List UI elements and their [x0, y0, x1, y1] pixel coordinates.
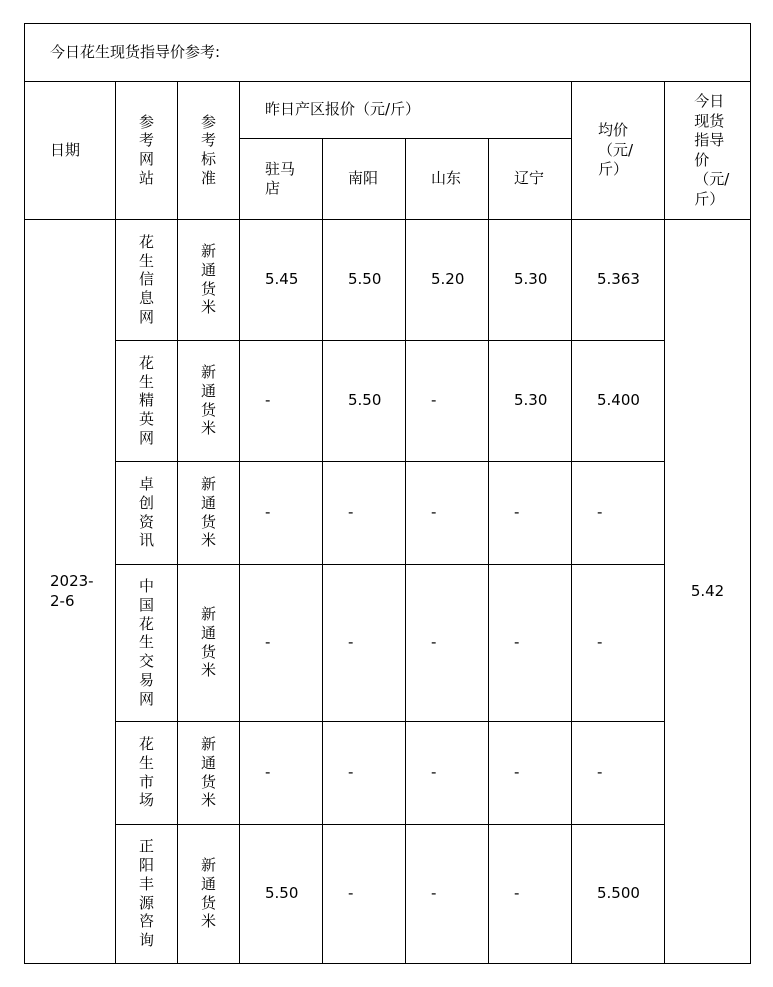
- table-row: [25, 722, 751, 825]
- price-cell: -: [323, 565, 406, 722]
- average-cell: -: [572, 462, 665, 565]
- price-cell: 5.30: [489, 341, 572, 462]
- standard-cell: 新通货米: [178, 565, 240, 722]
- header-region: 山东: [406, 139, 489, 220]
- standard-cell: 新通货米: [178, 220, 240, 341]
- price-cell: -: [323, 462, 406, 565]
- title-row: [25, 24, 751, 82]
- price-cell: 5.50: [323, 341, 406, 462]
- header-site: 参考网站: [116, 82, 178, 220]
- site-cell: 花生精英网: [116, 341, 178, 462]
- price-cell: 5.30: [489, 220, 572, 341]
- standard-cell: 新通货米: [178, 462, 240, 565]
- header-yesterday-prices: 昨日产区报价（元/斤）: [240, 82, 572, 139]
- price-cell: -: [489, 722, 572, 825]
- price-cell: -: [240, 722, 323, 825]
- price-cell: -: [240, 341, 323, 462]
- site-cell: 花生市场: [116, 722, 178, 825]
- price-cell: 5.50: [323, 220, 406, 341]
- price-cell: -: [406, 825, 489, 964]
- table-row: [25, 220, 751, 341]
- price-cell: 5.45: [240, 220, 323, 341]
- price-cell: -: [489, 565, 572, 722]
- header-row-1: [25, 82, 751, 139]
- average-cell: 5.363: [572, 220, 665, 341]
- header-standard: 参考标准: [178, 82, 240, 220]
- price-guide-table: [24, 23, 751, 964]
- price-cell: -: [406, 565, 489, 722]
- standard-cell: 新通货米: [178, 722, 240, 825]
- price-cell: -: [489, 825, 572, 964]
- header-region: 南阳: [323, 139, 406, 220]
- table-row: [25, 462, 751, 565]
- site-cell: 卓创资讯: [116, 462, 178, 565]
- average-cell: 5.500: [572, 825, 665, 964]
- table-row: [25, 825, 751, 964]
- price-cell: -: [240, 462, 323, 565]
- header-average: 均价（元/斤）: [572, 82, 665, 220]
- price-cell: 5.20: [406, 220, 489, 341]
- date-cell: 2023-2-6: [25, 220, 116, 964]
- table-row: [25, 341, 751, 462]
- header-today-guide: 今日现货指导价（元/斤）: [665, 82, 751, 220]
- site-cell: 正阳丰源咨询: [116, 825, 178, 964]
- site-cell: 花生信息网: [116, 220, 178, 341]
- price-cell: -: [406, 722, 489, 825]
- table-title: 今日花生现货指导价参考:: [25, 24, 751, 82]
- header-region: 驻马店: [240, 139, 323, 220]
- average-cell: -: [572, 722, 665, 825]
- header-date: 日期: [25, 82, 116, 220]
- price-cell: -: [406, 341, 489, 462]
- site-cell: 中国花生交易网: [116, 565, 178, 722]
- today-guide-price: 5.42: [665, 220, 751, 964]
- average-cell: 5.400: [572, 341, 665, 462]
- standard-cell: 新通货米: [178, 341, 240, 462]
- average-cell: -: [572, 565, 665, 722]
- price-cell: 5.50: [240, 825, 323, 964]
- price-cell: -: [323, 722, 406, 825]
- price-cell: -: [323, 825, 406, 964]
- price-cell: -: [489, 462, 572, 565]
- standard-cell: 新通货米: [178, 825, 240, 964]
- price-cell: -: [406, 462, 489, 565]
- price-cell: -: [240, 565, 323, 722]
- table-row: [25, 565, 751, 722]
- header-region: 辽宁: [489, 139, 572, 220]
